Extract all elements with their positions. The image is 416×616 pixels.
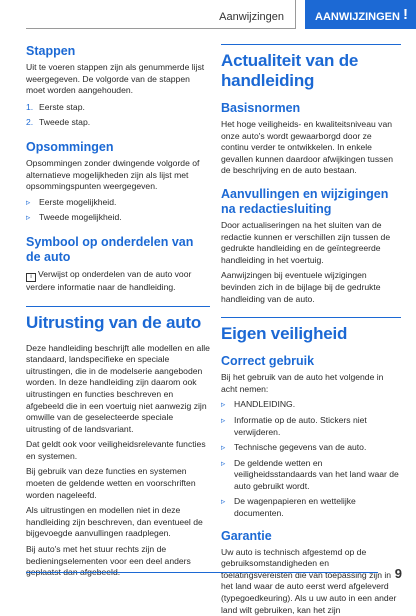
list-item-text: Tweede mogelijkheid. <box>39 212 122 223</box>
symbool-text-block <box>26 269 210 294</box>
page-number: 9 <box>394 566 402 581</box>
list-item <box>221 399 401 411</box>
garantie-heading: Garantie <box>221 528 272 543</box>
right-column <box>221 44 401 616</box>
opsommingen-text: Opsommingen zonder dwingende volgorde of alternatieve mogelijkheden zijn als lijst met opsommingspunten weergegeven. <box>26 157 200 192</box>
uitrusting-paragraph-5: Bij auto's met het stuur rechts zijn de bedieningselementen voor een deel anders geplaatst dan afgebeeld. <box>26 544 191 578</box>
aanvullingen-paragraph-1: Door actualiseringen na het sluiten van de redactie kunnen er verschillen zijn tussen de gedrukte handleiding en de geïntegreerde handleiding in het voertuig. <box>221 219 391 265</box>
list-number: 1. <box>26 101 34 112</box>
list-item-text: HANDLEIDING. <box>234 399 296 410</box>
correct-gebruik-text: Bij het gebruik van de auto het volgende in acht nemen: <box>221 372 384 394</box>
correct-gebruik-list <box>221 399 401 519</box>
left-column <box>26 44 210 579</box>
triangle-right-icon: ▹ <box>221 442 226 453</box>
stappen-list <box>26 102 210 129</box>
page-header <box>0 0 416 34</box>
symbool-heading: Symbool op onderdelen van de auto <box>26 234 194 264</box>
list-item-text: Tweede stap. <box>39 117 91 128</box>
triangle-right-icon: ▹ <box>26 212 31 223</box>
list-item <box>26 212 210 224</box>
basisnormen-text: Het hoge veiligheids- en kwaliteitsniveau van onze auto's wordt gewaarborgd door ze continu verder te ontwikkelen. In enkele gevallen kunnen daardoor afwijkingen tussen de beschrijving en de auto bestaan. <box>221 119 393 176</box>
chapter-tab-label: AANWIJZINGEN <box>315 11 400 23</box>
uitrusting-paragraph-3: Bij gebruik van deze functies en systemen moeten de geldende wetten en voorschriften worden nageleefd. <box>26 466 196 500</box>
list-item <box>26 102 210 114</box>
triangle-right-icon: ▹ <box>221 457 226 468</box>
exclamation-icon: ! <box>403 6 408 23</box>
correct-gebruik-heading: Correct gebruik <box>221 354 315 369</box>
garantie-text: Uw auto is technisch afgestemd op de gebruiksomstandigheden en toelatingsvereisten die van toepassing zijn in het land waar de auto eerst werd afgeleverd (typegoedkeuring). Als u uw auto in een ander land wilt gebruiken, kan het zijn <box>221 546 397 615</box>
eigen-veiligheid-heading: Eigen veiligheid <box>221 324 348 344</box>
opsommingen-heading: Opsommingen <box>26 139 114 154</box>
aanvullingen-paragraph-2: Aanwijzingen bij eventuele wijzigingen bevinden zich in de bijlage bij de gedrukte handleiding van de auto. <box>221 270 381 304</box>
stappen-text: Uit te voeren stappen zijn als genummerde lijst weergegeven. De volgorde van de stappen moet worden aangehouden. <box>26 62 205 96</box>
triangle-right-icon: ▹ <box>221 399 226 410</box>
list-item-text: Eerste mogelijkheid. <box>39 196 117 207</box>
list-item-text: Informatie op de auto. Stickers niet verwijderen. <box>234 414 367 437</box>
basisnormen-heading: Basisnormen <box>221 101 301 115</box>
list-number: 2. <box>26 117 34 128</box>
section-divider <box>221 317 401 318</box>
list-item <box>221 415 401 438</box>
triangle-right-icon: ▹ <box>221 414 226 425</box>
uitrusting-heading: Uitrusting van de auto <box>26 312 202 332</box>
info-book-icon: i <box>26 273 36 282</box>
section-divider <box>26 306 210 307</box>
aanvullingen-heading: Aanvullingen en wijzigingen na redactiesluiting <box>221 186 389 216</box>
list-item-text: De geldende wetten en veiligheidsstandaards van het land waar de auto gebruikt wordt. <box>234 457 399 491</box>
header-section-title: Aanwijzingen <box>219 11 284 23</box>
list-item <box>221 496 401 519</box>
section-divider <box>221 44 401 45</box>
uitrusting-paragraph-4: Als uitrustingen en modellen niet in deze handleiding zijn beschreven, dan eventueel de bijgevoegde aanvullingen raadplegen. <box>26 505 203 539</box>
actualiteit-heading: Actualiteit van de handleiding <box>221 51 359 90</box>
list-item <box>221 442 401 454</box>
symbool-text: Verwijst op onderdelen van de auto voor verdere informatie naar de handleiding. <box>26 268 192 292</box>
opsommingen-list <box>26 197 210 224</box>
list-item <box>221 458 401 493</box>
list-item-text: Eerste stap. <box>39 101 85 112</box>
footer-rule <box>26 572 378 573</box>
list-item-text: Technische gegevens van de auto. <box>234 442 367 453</box>
triangle-right-icon: ▹ <box>26 196 31 207</box>
stappen-heading: Stappen <box>26 44 76 58</box>
uitrusting-paragraph-2: Dat geldt ook voor veiligheidsrelevante functies en systemen. <box>26 439 206 461</box>
uitrusting-paragraph-1: Deze handleiding beschrijft alle modellen en alle standaard, landspecifieke en speciale uitrustingen, die in de modelserie aangeboden worden. In deze handleiding zijn daarom ook uitrustingen en functies beschreven en afgebeeld die in een voertuig niet aanwezig zijn omwille van de geselecteerde speciale uitrusting of de landsvariant. <box>26 342 210 434</box>
list-item-text: De wagenpapieren en wettelijke documenten. <box>234 496 356 519</box>
triangle-right-icon: ▹ <box>221 496 226 507</box>
header-chapter-tab <box>305 0 416 29</box>
list-item <box>26 197 210 209</box>
list-item <box>26 117 210 129</box>
